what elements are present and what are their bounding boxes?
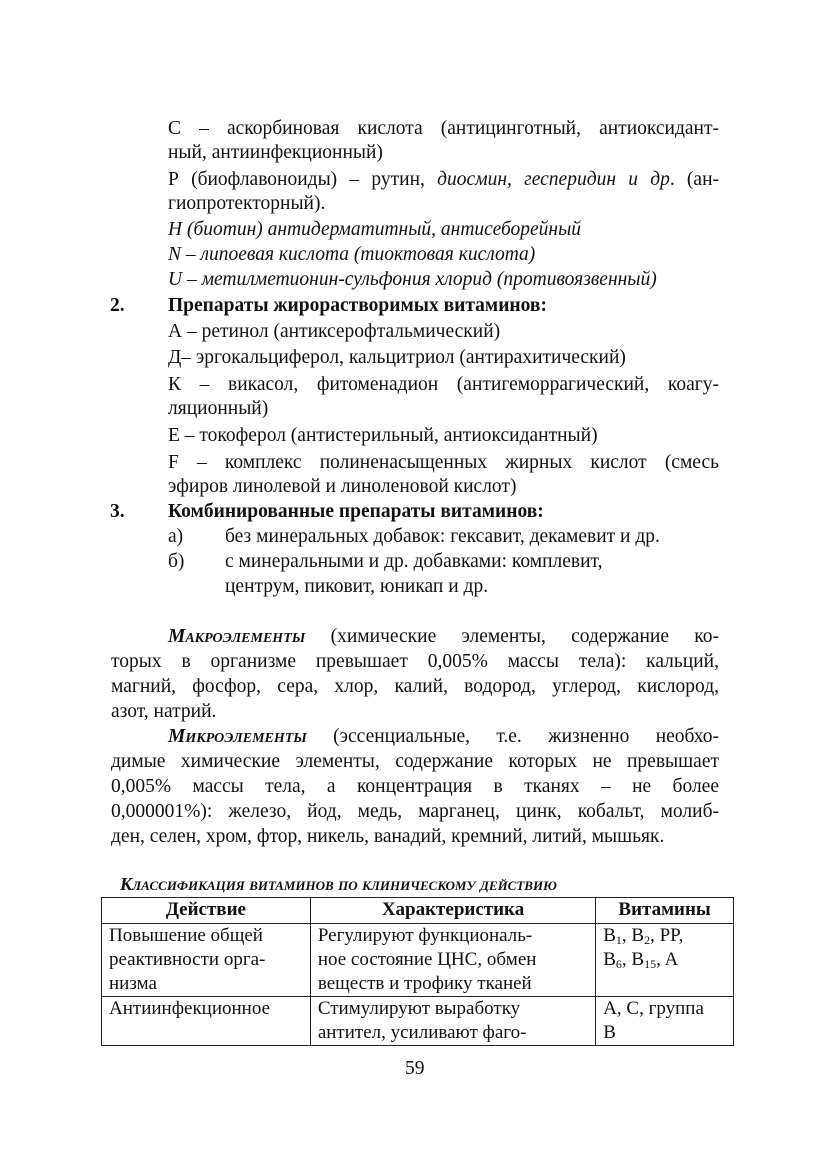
item-a-marker: а) [168,526,184,547]
micro-line-3: 0,005% массы тела, а концентрация в тканях – не более [111,776,719,797]
cell-characteristic: Стимулируют выработку антител, усиливают фаго- [310,997,595,1046]
vitamin-c-line-1: С – аскорбиновая кислота (антицинготный, антиоксидант- [168,118,719,139]
header-action: Действие [102,898,311,924]
page-number: 59 [405,1058,425,1079]
cell-vitamins: А, С, группа В [596,997,734,1046]
vitamin-c-line-2: ный, антиинфекционный) [168,142,383,163]
table-caption: Классификация витаминов по клиническому действию [120,874,557,894]
header-vitamins: Витамины [596,898,734,924]
vitamin-k-line-1: К – викасол, фитоменадион (антигеморрагический, коагу- [168,374,719,395]
micro-line-1-text: (эссенциальные, т.е. жизненно необхо- [306,726,719,747]
macro-line-4: азот, натрий. [111,701,217,722]
vitamin-n-line: N – липоевая кислота (тиоктовая кислота) [168,244,536,265]
section-2-title: Препараты жирорастворимых витаминов: [168,295,547,316]
vitamin-h-line: Н (биотин) антидерматитный, антисеборейный [168,219,582,240]
micro-line-5: ден, селен, хром, фтор, никель, ванадий, кремний, литий, мышьяк. [111,826,665,847]
vitamin-u-line: U – метилметионин-сульфония хлорид (противоязвенный) [168,269,657,290]
table-row [102,924,734,997]
vitamin-p-line-1 [168,168,719,192]
table-row [102,997,734,1046]
vitamin-a-line: А – ретинол (антиксерофтальмический) [168,321,501,342]
vitamin-f-line-2: эфиров линолевой и линоленовой кислот) [168,476,517,497]
vitamin-p-italic: диосмин, гесперидин и др [437,169,670,190]
section-3-number: 3. [110,501,125,522]
micro-line-1 [168,725,719,749]
vitamin-p-tail: . (ан- [669,169,720,190]
vitamin-p-text: Р (биофлавоноиды) – рутин, [168,169,438,190]
micro-line-2: димые химические элементы, содержание которых не превышает [111,751,719,772]
item-a-text: без минеральных добавок: гексавит, декамевит и др. [225,526,660,547]
cell-vitamins: $B_1$, $B_2$, PP, $B_6$, $B_{15}$, A [596,924,734,997]
macro-line-2: торых в организме превышает 0,005% массы тела): кальций, [111,651,719,672]
micro-term: Микроэлементы [168,726,307,747]
vitamins-table [101,897,734,1046]
vitamin-k-line-2: ляционный) [168,398,269,419]
vitamin-f-line-1: F – комплекс полиненасыщенных жирных кислот (смесь [168,452,719,473]
vitamin-e-line: Е – токоферол (антистерильный, антиоксидантный) [168,425,598,446]
section-2-number: 2. [110,295,125,316]
vitamin-d-line: Д– эргокальциферол, кальцитриол (антирахитический) [168,347,626,368]
macro-term: Макроэлементы [168,626,306,647]
macro-line-3: магний, фосфор, сера, хлор, калий, водород, углерод, кислород, [111,676,719,697]
item-b-line-1: с минеральными и др. добавками: комплевит, [225,551,603,572]
item-b-marker: б) [168,551,185,572]
vitamin-p-line-2: гиопротекторный). [168,193,326,214]
item-b-line-2: центрум, пиковит, юникап и др. [225,576,489,597]
header-characteristic: Характеристика [310,898,595,924]
macro-line-1 [168,625,719,649]
cell-action: Антиинфекционное [102,997,311,1046]
table-header-row [102,898,734,924]
micro-line-4: 0,000001%): железо, йод, медь, марганец, цинк, кобальт, молиб- [111,801,719,822]
section-3-title: Комбинированные препараты витаминов: [168,501,544,522]
cell-action: Повышение общей реактивности орга- низма [102,924,311,997]
cell-characteristic: Регулируют функциональ- ное состояние ЦНС, обмен веществ и трофику тканей [310,924,595,997]
macro-line-1-text: (химические элементы, содержание ко- [305,626,719,647]
